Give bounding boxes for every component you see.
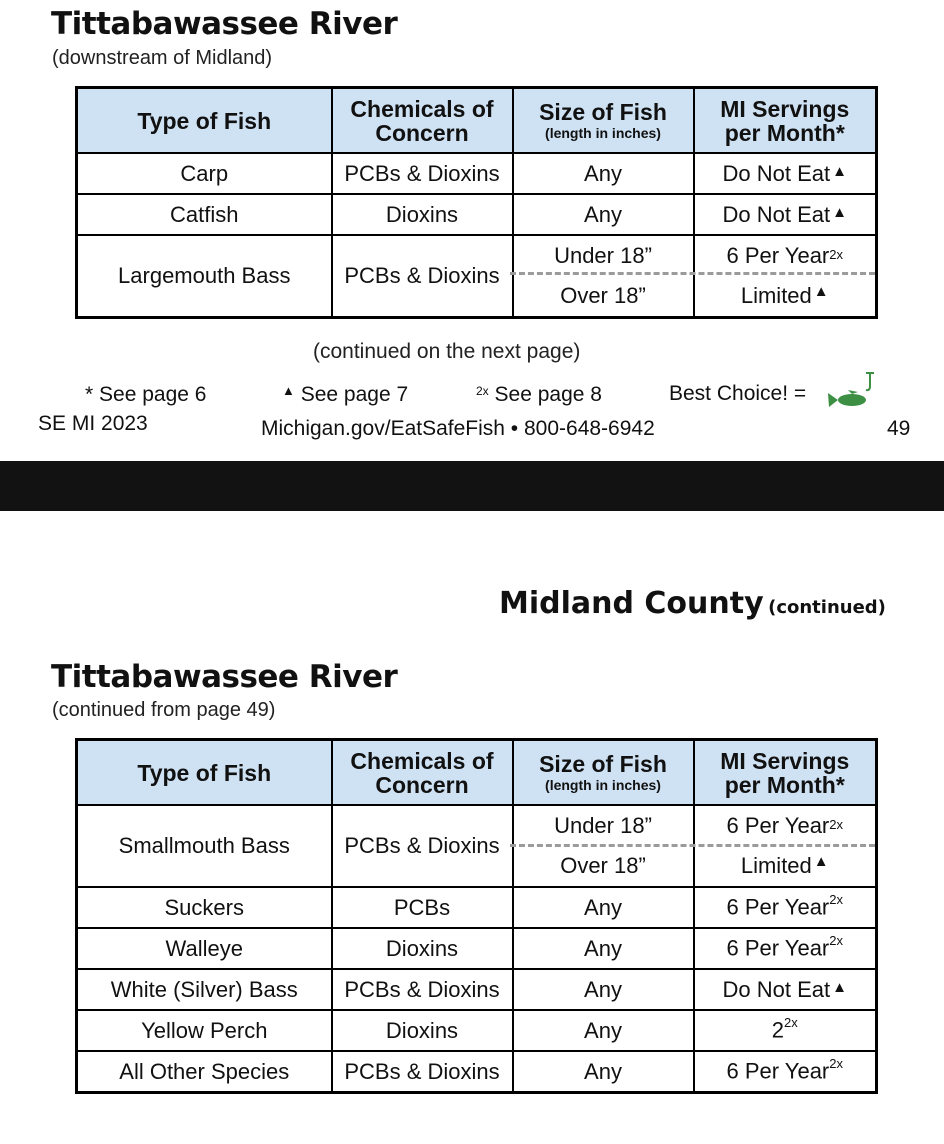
- fish-size: Under 18” Over 18”: [513, 805, 694, 887]
- fish-name: White (Silver) Bass: [77, 969, 332, 1010]
- servings: Do Not Eat ▲: [694, 153, 877, 194]
- fish-advisory-table: [75, 86, 878, 319]
- footnote-triangle: ▲ See page 7: [282, 383, 409, 406]
- page-subtitle: (downstream of Midland): [52, 47, 273, 69]
- county-heading: Midland County (continued): [499, 586, 886, 621]
- servings: Do Not Eat ▲: [694, 194, 877, 235]
- header-type: Type of Fish: [77, 88, 332, 154]
- table-row: [77, 887, 877, 928]
- fish-size: Under 18” Over 18”: [513, 235, 694, 318]
- triangle-icon: ▲: [832, 162, 847, 180]
- fish-name: Walleye: [77, 928, 332, 969]
- chemicals: PCBs & Dioxins: [332, 969, 513, 1010]
- triangle-icon: ▲: [832, 978, 847, 996]
- header-size: Size of Fish (length in inches): [513, 740, 694, 806]
- servings: Do Not Eat ▲: [694, 969, 877, 1010]
- header-type: Type of Fish: [77, 740, 332, 806]
- table-header-row: [77, 88, 877, 154]
- size-divider: [510, 272, 875, 275]
- fish-name: Smallmouth Bass: [77, 805, 332, 887]
- table-row: [77, 1010, 877, 1051]
- chemicals: PCBs: [332, 887, 513, 928]
- footnote-superscript: $^{2x}$ See page 8: [476, 383, 602, 406]
- page-subtitle: (continued from page 49): [52, 699, 276, 721]
- chemicals: PCBs & Dioxins: [332, 235, 513, 318]
- page-title: Tittabawassee River: [51, 6, 398, 42]
- triangle-icon: ▲: [813, 852, 829, 870]
- chemicals: Dioxins: [332, 928, 513, 969]
- chemicals: PCBs & Dioxins: [332, 1051, 513, 1093]
- best-choice-label: Best Choice! =: [669, 382, 807, 405]
- servings: 6 Per Year$^{2x}$: [694, 887, 877, 928]
- table-row: [77, 928, 877, 969]
- servings: 6 Per Year$^{2x}$: [694, 928, 877, 969]
- table-row: [77, 969, 877, 1010]
- chemicals: Dioxins: [332, 1010, 513, 1051]
- fish-name: Carp: [77, 153, 332, 194]
- header-chemicals: Chemicals of Concern: [332, 88, 513, 154]
- servings: 6 Per Year $^{2x}$ Limited ▲: [694, 235, 877, 318]
- region-label: SE MI 2023: [38, 412, 148, 435]
- fish-advisory-table: [75, 738, 878, 1094]
- fish-name: All Other Species: [77, 1051, 332, 1093]
- page-separator: [0, 461, 944, 511]
- fish-name: Yellow Perch: [77, 1010, 332, 1051]
- header-size: Size of Fish (length in inches): [513, 88, 694, 154]
- chemicals: PCBs & Dioxins: [332, 153, 513, 194]
- fish-size: Any: [513, 969, 694, 1010]
- page-number: 49: [887, 417, 911, 440]
- contact-info: Michigan.gov/EatSafeFish • 800-648-6942: [261, 417, 655, 440]
- fish-name: Largemouth Bass: [77, 235, 332, 318]
- fish-size: Any: [513, 1010, 694, 1051]
- fish-icon: [826, 370, 874, 410]
- table-row: [77, 235, 877, 318]
- table-row: [77, 153, 877, 194]
- table-row: [77, 1051, 877, 1093]
- fish-size: Any: [513, 887, 694, 928]
- table-row: [77, 194, 877, 235]
- triangle-icon: ▲: [813, 282, 829, 300]
- triangle-icon: ▲: [282, 383, 295, 398]
- fish-size: Any: [513, 153, 694, 194]
- servings: 6 Per Year $^{2x}$ Limited ▲: [694, 805, 877, 887]
- table-header-row: [77, 740, 877, 806]
- header-servings: MI Servings per Month*: [694, 88, 877, 154]
- footnote-star: * See page 6: [85, 383, 207, 406]
- page-title: Tittabawassee River: [51, 659, 398, 695]
- triangle-icon: ▲: [832, 203, 847, 221]
- fish-name: Catfish: [77, 194, 332, 235]
- chemicals: Dioxins: [332, 194, 513, 235]
- fish-name: Suckers: [77, 887, 332, 928]
- servings: $2^{2x}$: [694, 1010, 877, 1051]
- header-chemicals: Chemicals of Concern: [332, 740, 513, 806]
- header-servings: MI Servings per Month*: [694, 740, 877, 806]
- fish-size: Any: [513, 194, 694, 235]
- size-divider: [510, 844, 875, 847]
- chemicals: PCBs & Dioxins: [332, 805, 513, 887]
- fish-size: Any: [513, 928, 694, 969]
- fish-size: Any: [513, 1051, 694, 1093]
- continued-note: (continued on the next page): [313, 340, 581, 363]
- servings: 6 Per Year$^{2x}$: [694, 1051, 877, 1093]
